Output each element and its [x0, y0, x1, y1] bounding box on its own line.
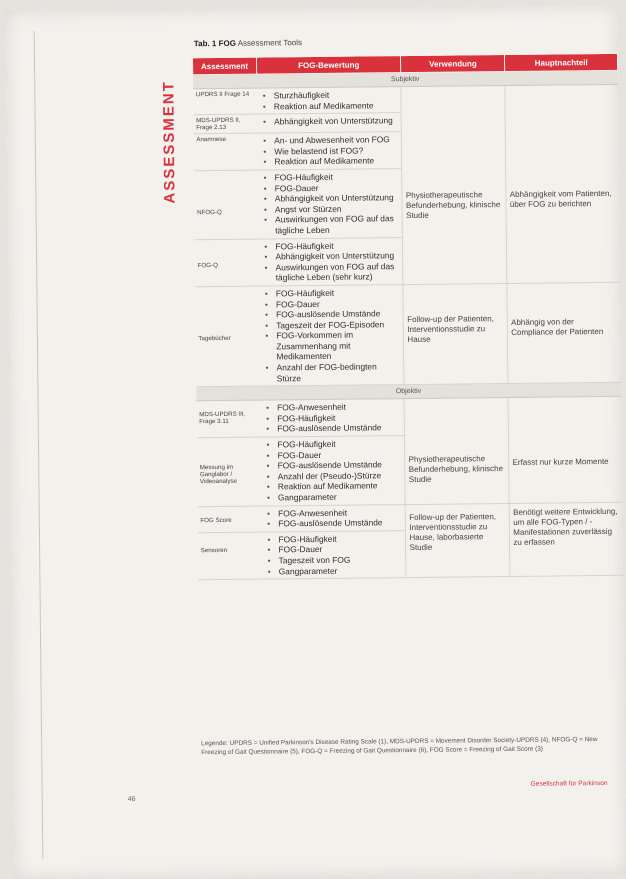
- fog-cell: [258, 237, 403, 286]
- assessment-cell: UPDRS II Frage 14: [193, 88, 257, 115]
- table-caption: [194, 38, 302, 48]
- table-row: [197, 502, 622, 533]
- list-item: • Reaktion auf Medikamente: [264, 481, 402, 493]
- list-item: • Tageszeit von FOG: [265, 554, 403, 566]
- list-item: • Reaktion auf Medikamente: [260, 155, 398, 167]
- list-item: • FOG-Häufigkeit: [263, 438, 401, 450]
- nachteil-cell: Erfasst nur kurze Momente: [508, 397, 622, 504]
- verwendung-cell: Follow-up der Patienten, Interventionsstudie zu Hause: [403, 283, 508, 384]
- section-title: ASSESSMENT: [160, 80, 179, 204]
- section-subjective: Subjektiv: [193, 70, 618, 88]
- verwendung-cell: Physiotherapeutische Befunderhebung, klinische Studie: [401, 86, 507, 285]
- fog-cell: [257, 113, 402, 134]
- assessment-table: [192, 53, 623, 581]
- fog-cell: [258, 169, 403, 239]
- list-item: • Abhängigkeit von Unterstützung: [260, 115, 398, 127]
- list-item: • Gangparameter: [265, 565, 403, 577]
- list-item: • Angst vor Stürzen: [261, 203, 399, 215]
- table-legend: Legende: UPDRS = Unified Parkinson's Disease Rating Scale (1), MDS-UPDRS = Movement Disorder Society-UPDRS (4), NFOG-Q = New Freezing of Gait Questionnaire (5), FOG-Q = Freezing of Gait Questionnaire (6), FOG Score = Freezing of Gait Score (3): [201, 736, 598, 757]
- fog-cell: [260, 436, 405, 506]
- nachteil-cell: Benötigt weitere Entwicklung, um alle FOG-Typen / -Manifestationen zuverlässig zu erfassen: [509, 502, 622, 577]
- list-item: • FOG-Häufigkeit: [263, 412, 401, 424]
- list-item: • FOG-Dauer: [264, 543, 402, 555]
- assessment-cell: MDS-UPDRS III, Frage 3.11: [196, 400, 260, 437]
- verwendung-cell: Physiotherapeutische Befunderhebung, klinische Studie: [405, 398, 510, 504]
- list-item: • An- und Abwesenheit von FOG: [260, 134, 398, 146]
- list-item: • FOG-auslösende Umstände: [264, 459, 402, 471]
- assessment-cell: FOG-Q: [194, 239, 258, 287]
- assessment-cell: Messung im Ganglabor / Videoanalyse: [196, 437, 261, 506]
- fog-cell: [260, 399, 405, 437]
- list-item: • FOG-Dauer: [261, 182, 399, 194]
- list-item: • Abhängigkeit von Unterstützung: [261, 250, 399, 262]
- list-item: • Auswirkungen von FOG auf das tägliche Leben: [261, 213, 399, 236]
- list-item: • FOG-Häufigkeit: [264, 533, 402, 545]
- list-item: • Sturzhäufigkeit: [260, 89, 398, 101]
- nachteil-cell: Abhängigkeit vom Patienten, über FOG zu berichten: [505, 84, 620, 283]
- nachteil-cell: Abhängig von der Compliance der Patienten: [507, 282, 621, 384]
- list-item: • Wie belastend ist FOG?: [260, 145, 398, 157]
- list-item: • Abhängigkeit von Unterstützung: [261, 192, 399, 204]
- list-item: • FOG-Anwesenheit: [264, 507, 402, 519]
- list-item: • Anzahl der (Pseudo-)Stürze: [264, 470, 402, 482]
- assessment-cell: MDS-UPDRS II, Frage 2.13: [193, 114, 257, 134]
- fog-cell: [261, 504, 406, 532]
- list-item: • Auswirkungen von FOG auf das tägliche Leben (sehr kurz): [262, 261, 400, 284]
- list-item: • Anzahl der FOG-bedingten Stürze: [263, 361, 401, 384]
- page-footer: Gesellschaft für Parkinson: [530, 779, 608, 788]
- header-verwendung: Verwendung: [401, 55, 505, 73]
- assessment-cell: Tagebücher: [195, 286, 260, 387]
- list-item: • FOG-Dauer: [263, 449, 401, 461]
- fog-cell: [261, 530, 406, 579]
- list-item: • FOG-Anwesenheit: [263, 401, 401, 413]
- list-item: • FOG-Häufigkeit: [262, 287, 400, 299]
- assessment-cell: NFOG-Q: [194, 170, 259, 239]
- list-item: • FOG-auslösende Umstände: [263, 423, 401, 435]
- caption-text: Assessment Tools: [237, 38, 303, 48]
- page-spine: [34, 31, 44, 859]
- table-row: [196, 397, 621, 438]
- list-item: • FOG-Häufigkeit: [261, 171, 399, 183]
- assessment-cell: Sensoren: [197, 532, 261, 580]
- section-objective: Objektiv: [196, 383, 621, 401]
- assessment-cell: FOG Score: [197, 506, 261, 533]
- list-item: • FOG-auslösende Umstände: [262, 308, 400, 320]
- list-item: • Tageszeit der FOG-Episoden: [262, 319, 400, 331]
- assessment-cell: Anamnese: [193, 133, 257, 170]
- page-number: 46: [127, 795, 136, 803]
- header-assessment: Assessment: [192, 57, 256, 75]
- fog-cell: [259, 284, 405, 386]
- table-row: [195, 282, 621, 387]
- fog-cell: [257, 132, 402, 170]
- table-row: [193, 84, 618, 115]
- list-item: • Reaktion auf Medikamente: [260, 100, 398, 112]
- header-fog-bewertung: FOG-Bewertung: [256, 56, 401, 75]
- caption-label: Tab. 1 FOG: [193, 38, 236, 49]
- verwendung-cell: Follow-up der Patienten, Interventionsstudie zu Hause, laborbasierte Studie: [406, 503, 511, 578]
- list-item: • FOG-Dauer: [262, 298, 400, 310]
- document-page: [5, 5, 626, 879]
- list-item: • Gangparameter: [264, 491, 402, 503]
- list-item: • FOG-Häufigkeit: [261, 240, 399, 252]
- list-item: • FOG-Vorkommen im Zusammenhang mit Medikamenten: [262, 329, 400, 362]
- fog-cell: [257, 87, 402, 115]
- list-item: • FOG-auslösende Umstände: [264, 517, 402, 529]
- header-hauptnachteil: Hauptnachteil: [505, 53, 618, 71]
